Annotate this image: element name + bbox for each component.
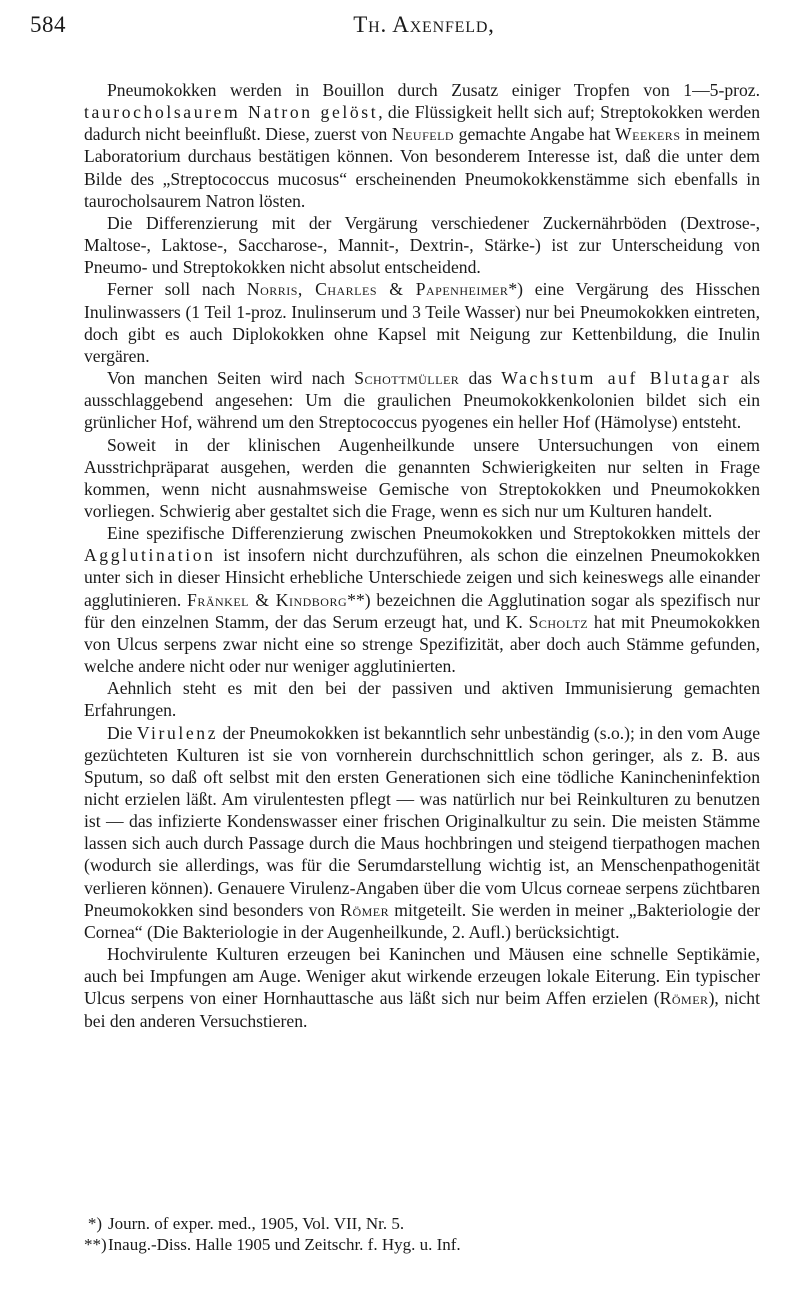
spaced-emphasis: Agglutination: [84, 545, 216, 566]
text-run: in meinem Laboratorium durchaus bestätigen können. Von besonderem Interesse ist, daß die unter dem Bilde des „Streptococcus mucosus“ erscheinenden Pneumokokkenstämme sich ebenfalls in taurocholsaurem Natron lösten.: [84, 124, 761, 211]
paragraph-inulin: [84, 278, 760, 367]
text-run: **) bezeichnen die Agglutination sogar als spezifisch nur für den einzelnen Stamm, der das Serum erzeugt hat, und K.: [84, 589, 761, 632]
author-name: Römer: [340, 899, 390, 920]
text-run: mitgeteilt. Sie werden in meiner „Bakteriologie der Cornea“ (Die Bakteriologie in der Augenheilkunde, 2. Aufl.) berücksichtigt.: [84, 899, 760, 942]
body-text: [84, 79, 760, 1032]
text-run: hat mit Pneumokokken von Ulcus serpens zwar nicht eine so strenge Spezifizität, aber doch auch Stämme gefunden, welche andere nicht oder nur weniger agglutinierten.: [84, 611, 760, 677]
text-run: das: [459, 368, 502, 389]
running-head: Th. Axenfeld,: [353, 12, 495, 37]
paragraph-immunisation: Aehnlich steht es mit den bei der passiven und aktiven Immunisierung gemachten Erfahrungen.: [84, 678, 760, 721]
text-run: ), nicht bei den anderen Versuchstieren.: [84, 988, 760, 1031]
footnote: [84, 1213, 760, 1234]
author-name: Römer: [659, 988, 709, 1009]
text-run: Eine spezifische Differenzierung zwischen Pneumokokken und Streptokokken mittels der: [107, 523, 760, 544]
text-run: der Pneumokokken ist bekanntlich sehr unbeständig (s.o.); in den vom Auge gezüchteten Kulturen ist sie von vornherein durchschnittlich schon geringer, als z. B. aus Sputum, so daß oft selbst mit den ersten Generationen sich eine tödliche Kanincheninfektion nicht erzielen läßt. Am virulentesten pflegt — was natürlich nur bei Reinkulturen zu benutzen ist — das infizierte Kondenswasser einer frischen Originalkultur zu sein. Die meisten Stämme lassen sich auch durch Passage durch die Maus hochbringen und steigend tierpathogen machen (wodurch sie allerdings, was für die Serumdarstellung wichtig ist, an Menschenpathogenität verlieren können). Genauere Virulenz-Angaben über die vom Ulcus corneae serpens züchtbaren Pneumokokken sind besonders von: [84, 722, 761, 920]
author-name: Schottmüller: [354, 368, 460, 389]
footnote-text: Journ. of exper. med., 1905, Vol. VII, Nr. 5.: [108, 1214, 405, 1233]
page-header: [30, 12, 760, 52]
author-name: Scholtz: [528, 611, 589, 632]
text-run: als ausschlaggebend angesehen: Um die graulichen Pneumokokkenkolonien bildet sich ein grünlicher Hof, während um den Streptococcus pyogenes ein heller Hof (Hämolyse) entsteht.: [84, 368, 761, 433]
author-name: Neufeld: [391, 124, 455, 145]
spaced-emphasis: taurocholsaurem Natron gelöst: [84, 102, 379, 123]
text-run: Hochvirulente Kulturen erzeugen bei Kaninchen und Mäusen eine schnelle Septikämie, auch bei Impfungen am Auge. Weniger akut wirkende erzeugen lokale Eiterung. Ein typischer Ulcus serpens von einer Hornhauttasche aus läßt sich nur beim Affen erzielen (: [84, 944, 760, 1009]
spaced-emphasis: Wachstum auf Blutagar: [501, 368, 732, 389]
text-run: Ferner soll nach: [107, 279, 247, 300]
page-number: 584: [30, 12, 66, 37]
author-name: Fränkel & Kindborg: [187, 589, 348, 610]
paragraph-blood-agar: [84, 367, 760, 433]
spaced-emphasis: Virulenz: [136, 722, 219, 743]
footnotes: [84, 1213, 760, 1255]
paragraph-virulence: [84, 722, 760, 944]
text-run: Von manchen Seiten wird nach: [107, 368, 355, 389]
paragraph-agglutination: [84, 522, 760, 677]
paragraph-fermentation: Die Differenzierung mit der Vergärung verschiedener Zuckernährböden (Dextrose-, Maltose-, Laktose-, Saccharose-, Mannit-, Dextrin-, Stärke-) ist zur Unterscheidung von Pneumo- und Streptokokken nicht absolut entscheidend.: [84, 212, 760, 278]
footnote-mark: **): [84, 1235, 107, 1254]
paragraph-high-virulence: [84, 943, 760, 1032]
paragraph-taurocholate: [84, 79, 760, 212]
text-run: , die Flüssigkeit hellt sich auf; Streptokokken werden dadurch nicht beeinflußt. Diese, zuerst von: [84, 102, 760, 145]
footnote-mark: *): [87, 1214, 102, 1233]
text-run: ist insofern nicht durchzuführen, als schon die einzelnen Pneumokokken unter sich in dieser Hinsicht erhebliche Unterschiede zeigen und sich keineswegs alle einander agglutinieren.: [84, 545, 760, 610]
text-run: Pneumokokken werden in Bouillon durch Zusatz einiger Tropfen von 1—5-proz.: [107, 80, 760, 100]
author-name: Norris, Charles & Papenheimer: [246, 279, 509, 300]
text-run: gemachte Angabe hat: [454, 124, 616, 145]
footnote-text: Inaug.-Diss. Halle 1905 und Zeitschr. f. Hyg. u. Inf.: [108, 1235, 461, 1254]
text-run: *) eine Vergärung des Hisschen Inulinwassers (1 Teil 1-proz. Inulinserum und 3 Teile Wasser) nur bei Pneumokokken eintreten, doch gibt es auch Diplokokken ohne Kapsel mit Neigung zur Kettenbildung, die Inulin vergären.: [84, 279, 760, 366]
paragraph-smear: Soweit in der klinischen Augenheilkunde unsere Untersuchungen von einem Ausstrichpräparat ausgehen, werden die genannten Schwierigkeiten nur selten in Frage kommen, wenn nicht ausnahmsweise Gemische von Streptokokken und Pneumokokken vorliegen. Schwierig aber gestaltet sich die Frage, wenn es sich nur um Kulturen handelt.: [84, 434, 760, 521]
footnote: [84, 1234, 760, 1255]
author-name: Weekers: [615, 124, 681, 145]
text-run: Die: [107, 722, 137, 743]
